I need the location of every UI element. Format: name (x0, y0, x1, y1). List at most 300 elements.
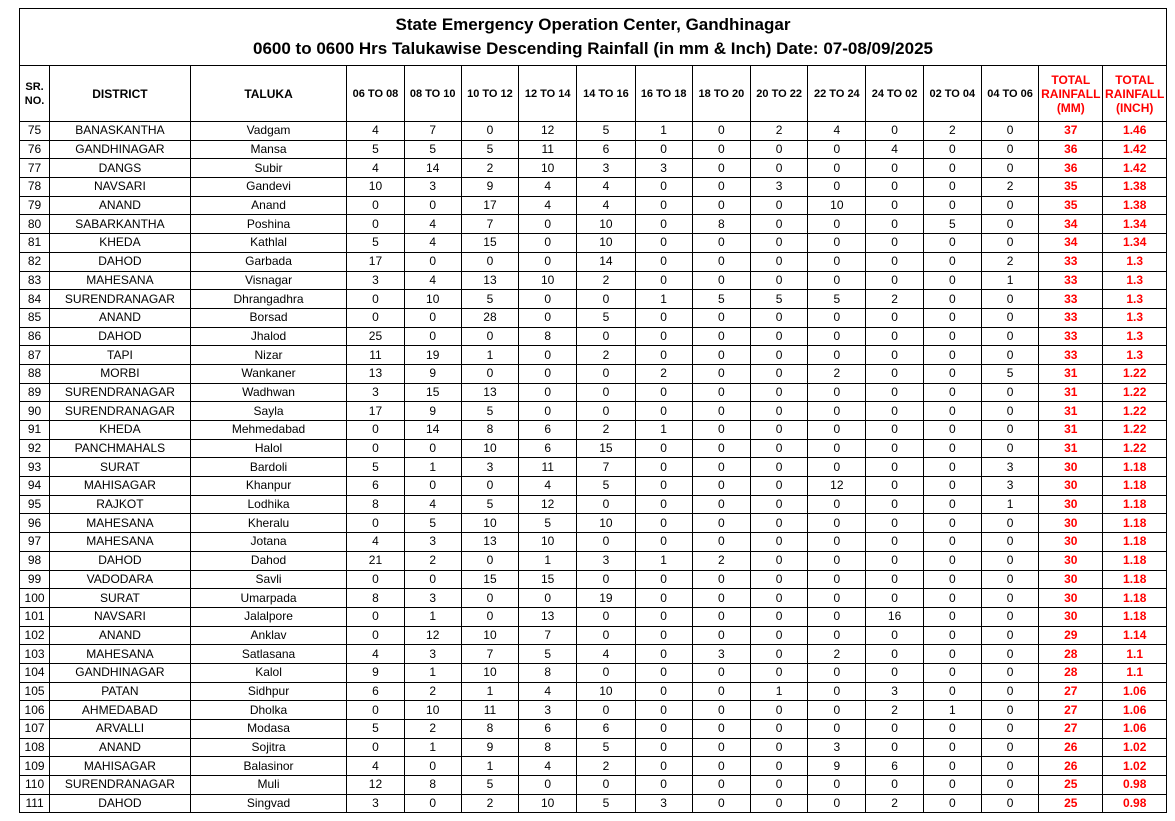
rainfall-slot-cell: 3 (981, 458, 1038, 477)
rainfall-slot-cell: 4 (404, 271, 461, 290)
rainfall-slot-cell: 4 (519, 682, 577, 701)
rainfall-slot-cell: 8 (461, 720, 518, 739)
total-inch-cell: 1.3 (1103, 271, 1167, 290)
rainfall-slot-cell: 0 (347, 308, 404, 327)
district-cell: VADODARA (50, 570, 191, 589)
rainfall-slot-cell: 0 (692, 477, 750, 496)
rainfall-slot-cell: 0 (635, 776, 692, 795)
total-mm-cell: 33 (1039, 346, 1103, 365)
rainfall-slot-cell: 0 (347, 607, 404, 626)
rainfall-slot-cell: 0 (808, 720, 866, 739)
rainfall-slot-cell: 0 (866, 626, 923, 645)
taluka-cell: Gandevi (190, 178, 347, 197)
rainfall-slot-cell: 0 (692, 159, 750, 178)
rainfall-slot-cell: 6 (866, 757, 923, 776)
rainfall-slot-cell: 0 (981, 215, 1038, 234)
rainfall-slot-cell: 0 (692, 607, 750, 626)
rainfall-slot-cell: 0 (923, 140, 981, 159)
column-header-row (20, 66, 1167, 122)
rainfall-slot-cell: 5 (461, 140, 518, 159)
table-row (20, 551, 1167, 570)
rainfall-slot-cell: 0 (751, 252, 808, 271)
sr-no-cell: 99 (20, 570, 50, 589)
rainfall-slot-cell: 2 (751, 122, 808, 141)
rainfall-slot-cell: 0 (923, 663, 981, 682)
rainfall-slot-cell: 4 (519, 477, 577, 496)
rainfall-slot-cell: 0 (577, 776, 635, 795)
rainfall-slot-cell: 9 (808, 757, 866, 776)
total-mm-cell: 30 (1039, 495, 1103, 514)
rainfall-slot-cell: 0 (923, 794, 981, 813)
rainfall-slot-cell: 0 (635, 458, 692, 477)
sr-no-cell: 94 (20, 477, 50, 496)
total-mm-cell: 30 (1039, 514, 1103, 533)
total-inch-cell: 1.34 (1103, 234, 1167, 253)
rainfall-slot-cell: 5 (808, 290, 866, 309)
rainfall-slot-cell: 0 (692, 364, 750, 383)
district-cell: RAJKOT (50, 495, 191, 514)
total-mm-cell: 34 (1039, 234, 1103, 253)
rainfall-slot-cell: 0 (751, 271, 808, 290)
header-taluka: TALUKA (190, 66, 347, 122)
total-inch-cell: 1.22 (1103, 383, 1167, 402)
table-row (20, 682, 1167, 701)
taluka-cell: Umarpada (190, 589, 347, 608)
total-mm-cell: 28 (1039, 645, 1103, 664)
rainfall-slot-cell: 0 (577, 533, 635, 552)
rainfall-slot-cell: 0 (692, 439, 750, 458)
rainfall-slot-cell: 2 (692, 551, 750, 570)
rainfall-slot-cell: 0 (923, 570, 981, 589)
sr-no-cell: 100 (20, 589, 50, 608)
table-row (20, 458, 1167, 477)
table-body (20, 122, 1167, 813)
rainfall-slot-cell: 0 (692, 495, 750, 514)
total-inch-cell: 1.18 (1103, 551, 1167, 570)
table-row (20, 589, 1167, 608)
rainfall-slot-cell: 0 (866, 271, 923, 290)
table-row (20, 701, 1167, 720)
rainfall-slot-cell: 13 (461, 271, 518, 290)
table-row (20, 738, 1167, 757)
sr-no-cell: 111 (20, 794, 50, 813)
rainfall-slot-cell: 0 (923, 421, 981, 440)
rainfall-slot-cell: 0 (692, 757, 750, 776)
total-inch-cell: 1.34 (1103, 215, 1167, 234)
rainfall-slot-cell: 0 (808, 159, 866, 178)
rainfall-slot-cell: 3 (577, 159, 635, 178)
rainfall-slot-cell: 0 (923, 271, 981, 290)
rainfall-slot-cell: 2 (808, 645, 866, 664)
header-slot: 22 TO 24 (808, 66, 866, 122)
total-inch-cell: 1.18 (1103, 477, 1167, 496)
rainfall-slot-cell: 0 (808, 140, 866, 159)
rainfall-slot-cell: 0 (347, 701, 404, 720)
rainfall-slot-cell: 10 (461, 439, 518, 458)
rainfall-slot-cell: 0 (981, 421, 1038, 440)
rainfall-slot-cell: 3 (635, 159, 692, 178)
title-line-2: 0600 to 0600 Hrs Talukawise Descending Rainfall (in mm & Inch) Date: 07-08/09/2025 (253, 39, 933, 58)
rainfall-slot-cell: 10 (577, 514, 635, 533)
rainfall-slot-cell: 0 (577, 570, 635, 589)
rainfall-slot-cell: 0 (577, 626, 635, 645)
rainfall-slot-cell: 0 (866, 514, 923, 533)
rainfall-slot-cell: 8 (519, 327, 577, 346)
rainfall-slot-cell: 0 (923, 346, 981, 365)
rainfall-slot-cell: 0 (866, 234, 923, 253)
rainfall-slot-cell: 0 (981, 159, 1038, 178)
rainfall-slot-cell: 6 (347, 682, 404, 701)
rainfall-slot-cell: 5 (692, 290, 750, 309)
taluka-cell: Muli (190, 776, 347, 795)
sr-no-cell: 109 (20, 757, 50, 776)
rainfall-slot-cell: 0 (751, 776, 808, 795)
rainfall-slot-cell: 0 (519, 346, 577, 365)
rainfall-slot-cell: 0 (577, 364, 635, 383)
rainfall-slot-cell: 0 (751, 308, 808, 327)
district-cell: NAVSARI (50, 607, 191, 626)
sr-no-cell: 77 (20, 159, 50, 178)
rainfall-slot-cell: 0 (808, 271, 866, 290)
rainfall-slot-cell: 4 (577, 196, 635, 215)
rainfall-slot-cell: 3 (404, 589, 461, 608)
rainfall-slot-cell: 0 (866, 346, 923, 365)
rainfall-slot-cell: 2 (866, 290, 923, 309)
rainfall-slot-cell: 5 (347, 234, 404, 253)
rainfall-slot-cell: 0 (923, 607, 981, 626)
table-row (20, 570, 1167, 589)
rainfall-slot-cell: 3 (404, 645, 461, 664)
rainfall-slot-cell: 0 (461, 252, 518, 271)
sr-no-cell: 93 (20, 458, 50, 477)
rainfall-slot-cell: 0 (692, 308, 750, 327)
table-row (20, 533, 1167, 552)
rainfall-slot-cell: 0 (519, 383, 577, 402)
rainfall-slot-cell: 0 (923, 364, 981, 383)
rainfall-slot-cell: 10 (404, 290, 461, 309)
rainfall-slot-cell: 0 (347, 738, 404, 757)
rainfall-slot-cell: 5 (347, 140, 404, 159)
rainfall-slot-cell: 14 (404, 421, 461, 440)
rainfall-slot-cell: 10 (577, 215, 635, 234)
rainfall-slot-cell: 10 (404, 701, 461, 720)
total-inch-cell: 1.06 (1103, 701, 1167, 720)
rainfall-slot-cell: 10 (519, 794, 577, 813)
rainfall-slot-cell: 5 (347, 458, 404, 477)
rainfall-slot-cell: 5 (577, 477, 635, 496)
rainfall-slot-cell: 0 (866, 645, 923, 664)
rainfall-slot-cell: 0 (692, 140, 750, 159)
sr-no-cell: 92 (20, 439, 50, 458)
rainfall-slot-cell: 2 (404, 682, 461, 701)
rainfall-slot-cell: 0 (751, 495, 808, 514)
rainfall-slot-cell: 0 (347, 421, 404, 440)
rainfall-slot-cell: 0 (635, 140, 692, 159)
sr-no-cell: 86 (20, 327, 50, 346)
taluka-cell: Garbada (190, 252, 347, 271)
rainfall-slot-cell: 13 (461, 533, 518, 552)
rainfall-slot-cell: 0 (751, 551, 808, 570)
header-slot: 24 TO 02 (866, 66, 923, 122)
rainfall-slot-cell: 0 (461, 551, 518, 570)
table-row (20, 776, 1167, 795)
rainfall-slot-cell: 0 (635, 645, 692, 664)
rainfall-slot-cell: 15 (577, 439, 635, 458)
sr-no-cell: 95 (20, 495, 50, 514)
rainfall-slot-cell: 0 (751, 364, 808, 383)
rainfall-slot-cell: 0 (692, 458, 750, 477)
table-row (20, 196, 1167, 215)
total-inch-cell: 1.18 (1103, 607, 1167, 626)
rainfall-slot-cell: 0 (751, 196, 808, 215)
rainfall-slot-cell: 0 (635, 626, 692, 645)
district-cell: ANAND (50, 738, 191, 757)
rainfall-slot-cell: 0 (866, 477, 923, 496)
rainfall-slot-cell: 0 (692, 738, 750, 757)
header-slot: 12 TO 14 (519, 66, 577, 122)
rainfall-slot-cell: 0 (519, 215, 577, 234)
district-cell: PATAN (50, 682, 191, 701)
table-row (20, 122, 1167, 141)
total-mm-cell: 30 (1039, 533, 1103, 552)
rainfall-slot-cell: 4 (519, 196, 577, 215)
rainfall-slot-cell: 0 (808, 178, 866, 197)
total-inch-cell: 1.18 (1103, 514, 1167, 533)
rainfall-slot-cell: 0 (808, 776, 866, 795)
rainfall-slot-cell: 15 (404, 383, 461, 402)
sr-no-cell: 96 (20, 514, 50, 533)
rainfall-slot-cell: 1 (751, 682, 808, 701)
rainfall-slot-cell: 0 (923, 589, 981, 608)
rainfall-slot-cell: 0 (519, 252, 577, 271)
rainfall-slot-cell: 0 (808, 701, 866, 720)
district-cell: MAHESANA (50, 514, 191, 533)
rainfall-table (19, 8, 1167, 813)
rainfall-slot-cell: 0 (866, 570, 923, 589)
rainfall-slot-cell: 1 (404, 458, 461, 477)
district-cell: KHEDA (50, 234, 191, 253)
header-slot: 02 TO 04 (923, 66, 981, 122)
rainfall-slot-cell: 0 (635, 178, 692, 197)
rainfall-slot-cell: 17 (461, 196, 518, 215)
sr-no-cell: 104 (20, 663, 50, 682)
sr-no-cell: 80 (20, 215, 50, 234)
rainfall-slot-cell: 3 (347, 383, 404, 402)
rainfall-slot-cell: 5 (751, 290, 808, 309)
rainfall-slot-cell: 0 (923, 458, 981, 477)
rainfall-slot-cell: 8 (519, 738, 577, 757)
rainfall-slot-cell: 12 (347, 776, 404, 795)
rainfall-slot-cell: 0 (981, 122, 1038, 141)
rainfall-slot-cell: 0 (981, 290, 1038, 309)
rainfall-slot-cell: 0 (692, 252, 750, 271)
table-row (20, 439, 1167, 458)
rainfall-slot-cell: 5 (404, 514, 461, 533)
taluka-cell: Visnagar (190, 271, 347, 290)
rainfall-slot-cell: 8 (404, 776, 461, 795)
total-mm-cell: 33 (1039, 327, 1103, 346)
rainfall-slot-cell: 1 (461, 682, 518, 701)
rainfall-slot-cell: 0 (866, 383, 923, 402)
taluka-cell: Anand (190, 196, 347, 215)
rainfall-slot-cell: 0 (404, 794, 461, 813)
rainfall-slot-cell: 0 (692, 589, 750, 608)
district-cell: MAHESANA (50, 533, 191, 552)
header-slot: 16 TO 18 (635, 66, 692, 122)
rainfall-slot-cell: 3 (981, 477, 1038, 496)
rainfall-slot-cell: 0 (981, 776, 1038, 795)
total-mm-cell: 33 (1039, 271, 1103, 290)
rainfall-slot-cell: 1 (635, 290, 692, 309)
rainfall-slot-cell: 1 (635, 551, 692, 570)
rainfall-slot-cell: 0 (751, 346, 808, 365)
rainfall-slot-cell: 0 (635, 252, 692, 271)
taluka-cell: Wankaner (190, 364, 347, 383)
rainfall-slot-cell: 0 (866, 495, 923, 514)
rainfall-slot-cell: 1 (404, 607, 461, 626)
total-mm-cell: 27 (1039, 701, 1103, 720)
rainfall-slot-cell: 12 (519, 122, 577, 141)
rainfall-slot-cell: 0 (751, 645, 808, 664)
rainfall-slot-cell: 16 (866, 607, 923, 626)
rainfall-slot-cell: 0 (923, 551, 981, 570)
total-inch-cell: 0.98 (1103, 794, 1167, 813)
taluka-cell: Modasa (190, 720, 347, 739)
rainfall-slot-cell: 0 (923, 159, 981, 178)
rainfall-slot-cell: 0 (808, 234, 866, 253)
rainfall-slot-cell: 0 (981, 738, 1038, 757)
rainfall-slot-cell: 0 (635, 327, 692, 346)
total-inch-cell: 1.06 (1103, 720, 1167, 739)
total-inch-cell: 1.1 (1103, 645, 1167, 664)
rainfall-slot-cell: 7 (577, 458, 635, 477)
rainfall-slot-cell: 10 (577, 234, 635, 253)
rainfall-slot-cell: 9 (461, 738, 518, 757)
sr-no-cell: 101 (20, 607, 50, 626)
total-inch-cell: 1.42 (1103, 159, 1167, 178)
total-inch-cell: 1.22 (1103, 402, 1167, 421)
rainfall-slot-cell: 5 (347, 720, 404, 739)
rainfall-slot-cell: 0 (751, 402, 808, 421)
table-row (20, 645, 1167, 664)
table-row (20, 663, 1167, 682)
total-mm-cell: 30 (1039, 607, 1103, 626)
taluka-cell: Mansa (190, 140, 347, 159)
rainfall-slot-cell: 15 (519, 570, 577, 589)
sr-no-cell: 84 (20, 290, 50, 309)
rainfall-slot-cell: 0 (923, 290, 981, 309)
rainfall-slot-cell: 0 (404, 439, 461, 458)
rainfall-slot-cell: 0 (692, 346, 750, 365)
rainfall-slot-cell: 0 (808, 421, 866, 440)
rainfall-slot-cell: 0 (981, 346, 1038, 365)
rainfall-slot-cell: 10 (519, 271, 577, 290)
rainfall-slot-cell: 0 (923, 196, 981, 215)
rainfall-slot-cell: 0 (519, 364, 577, 383)
rainfall-slot-cell: 9 (461, 178, 518, 197)
rainfall-slot-cell: 13 (519, 607, 577, 626)
total-mm-cell: 27 (1039, 720, 1103, 739)
rainfall-slot-cell: 0 (751, 421, 808, 440)
rainfall-slot-cell: 0 (866, 252, 923, 271)
rainfall-slot-cell: 0 (519, 234, 577, 253)
total-inch-cell: 1.22 (1103, 421, 1167, 440)
rainfall-slot-cell: 2 (461, 159, 518, 178)
district-cell: SURAT (50, 589, 191, 608)
rainfall-slot-cell: 4 (347, 159, 404, 178)
rainfall-slot-cell: 0 (751, 533, 808, 552)
total-inch-cell: 1.06 (1103, 682, 1167, 701)
rainfall-slot-cell: 0 (808, 589, 866, 608)
taluka-cell: Dhrangadhra (190, 290, 347, 309)
rainfall-slot-cell: 0 (635, 757, 692, 776)
rainfall-slot-cell: 0 (808, 570, 866, 589)
sr-no-cell: 108 (20, 738, 50, 757)
total-inch-cell: 1.18 (1103, 495, 1167, 514)
district-cell: SURAT (50, 458, 191, 477)
rainfall-slot-cell: 6 (519, 720, 577, 739)
rainfall-slot-cell: 10 (461, 626, 518, 645)
taluka-cell: Dahod (190, 551, 347, 570)
rainfall-slot-cell: 3 (404, 178, 461, 197)
rainfall-slot-cell: 0 (751, 607, 808, 626)
rainfall-slot-cell: 0 (692, 514, 750, 533)
rainfall-slot-cell: 8 (347, 589, 404, 608)
rainfall-slot-cell: 0 (923, 252, 981, 271)
district-cell: SURENDRANAGAR (50, 383, 191, 402)
rainfall-slot-cell: 1 (519, 551, 577, 570)
rainfall-slot-cell: 0 (808, 383, 866, 402)
rainfall-slot-cell: 0 (635, 682, 692, 701)
rainfall-slot-cell: 5 (519, 645, 577, 664)
rainfall-slot-cell: 0 (692, 533, 750, 552)
rainfall-slot-cell: 0 (635, 308, 692, 327)
rainfall-slot-cell: 0 (923, 308, 981, 327)
rainfall-slot-cell: 0 (461, 589, 518, 608)
rainfall-slot-cell: 0 (981, 234, 1038, 253)
rainfall-slot-cell: 21 (347, 551, 404, 570)
rainfall-slot-cell: 0 (808, 308, 866, 327)
rainfall-slot-cell: 0 (635, 271, 692, 290)
sr-no-cell: 91 (20, 421, 50, 440)
rainfall-slot-cell: 9 (404, 364, 461, 383)
rainfall-slot-cell: 0 (751, 477, 808, 496)
rainfall-slot-cell: 0 (866, 402, 923, 421)
rainfall-slot-cell: 0 (635, 346, 692, 365)
rainfall-slot-cell: 11 (347, 346, 404, 365)
rainfall-slot-cell: 0 (751, 663, 808, 682)
rainfall-slot-cell: 6 (577, 720, 635, 739)
rainfall-slot-cell: 0 (981, 794, 1038, 813)
rainfall-slot-cell: 0 (751, 738, 808, 757)
rainfall-slot-cell: 6 (577, 140, 635, 159)
rainfall-slot-cell: 12 (808, 477, 866, 496)
rainfall-slot-cell: 0 (635, 607, 692, 626)
rainfall-slot-cell: 0 (692, 196, 750, 215)
rainfall-slot-cell: 0 (866, 122, 923, 141)
rainfall-slot-cell: 0 (577, 327, 635, 346)
sr-no-cell: 81 (20, 234, 50, 253)
rainfall-slot-cell: 5 (461, 495, 518, 514)
rainfall-slot-cell: 0 (866, 178, 923, 197)
rainfall-slot-cell: 2 (461, 794, 518, 813)
rainfall-slot-cell: 10 (519, 159, 577, 178)
rainfall-slot-cell: 0 (866, 364, 923, 383)
district-cell: DAHOD (50, 252, 191, 271)
rainfall-slot-cell: 15 (461, 234, 518, 253)
rainfall-slot-cell: 11 (461, 701, 518, 720)
rainfall-slot-cell: 0 (635, 514, 692, 533)
